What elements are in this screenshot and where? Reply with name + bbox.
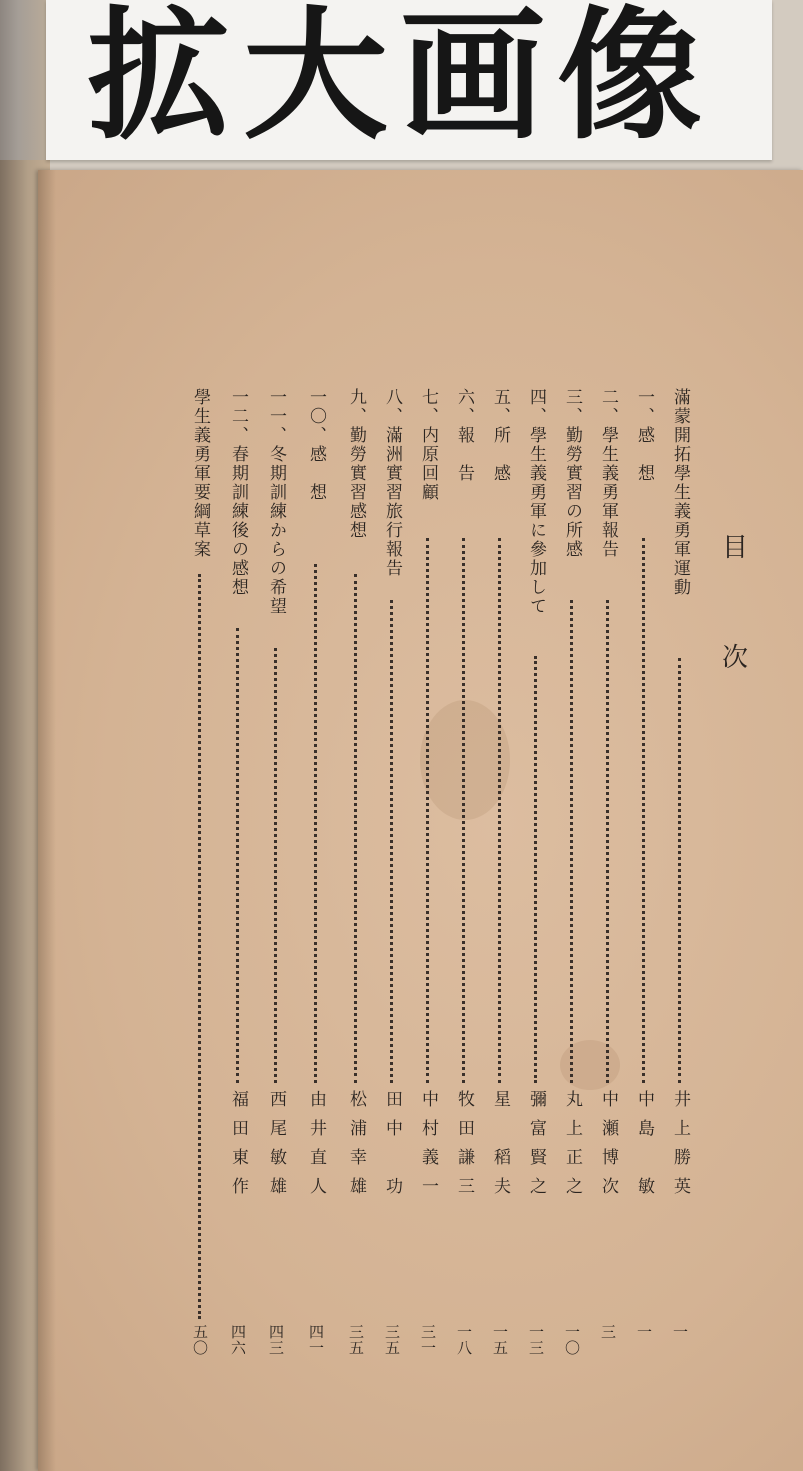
toc-entry[interactable] (668, 388, 692, 1363)
leader-dots (354, 574, 357, 1083)
toc-entry-page: 四六 (229, 1324, 247, 1356)
toc-entry[interactable] (632, 388, 656, 1363)
toc-entry-page: 四三 (267, 1324, 285, 1356)
toc-entry-title: 五、所 感 (490, 388, 510, 483)
toc-entry-title: 一、感 想 (634, 388, 654, 483)
toc-entry-title: 三、勤勞實習の所感 (562, 388, 582, 559)
toc-entry-title: 九、勤勞實習感想 (346, 388, 366, 540)
toc-entry-page: 一三 (527, 1324, 545, 1356)
toc-entry-title: 一二、春期訓練後の感想 (228, 388, 248, 597)
toc-entry[interactable] (380, 388, 404, 1363)
toc-entry-author: 星 稻夫 (490, 1090, 510, 1206)
toc-entry-page: 四一 (307, 1324, 325, 1356)
leader-dots (606, 600, 609, 1083)
toc-entry-author: 西尾敏雄 (266, 1090, 286, 1206)
toc-entry[interactable] (524, 388, 548, 1363)
toc-heading (718, 535, 752, 755)
toc-entry-title: 滿蒙開拓學生義勇軍運動 (670, 388, 690, 597)
toc-heading-char: 次 (721, 643, 748, 673)
toc-entry-title: 八、滿洲實習旅行報告 (382, 388, 402, 578)
toc-entry-author: 彌富賢之 (526, 1090, 546, 1206)
toc-heading-char: 目 (721, 533, 748, 563)
page-fold-shadow (38, 170, 56, 1471)
toc-entry[interactable] (452, 388, 476, 1363)
toc-entry-author: 中島 敏 (634, 1090, 654, 1206)
toc-entry-author: 丸上正之 (562, 1090, 582, 1206)
leader-dots (426, 538, 429, 1083)
toc-entry-author: 松浦幸雄 (346, 1090, 366, 1206)
leader-dots (274, 648, 277, 1083)
toc-entry-page: 一 (671, 1324, 689, 1340)
toc-entry[interactable] (488, 388, 512, 1363)
toc-entry-author: 牧田謙三 (454, 1090, 474, 1206)
toc-entry[interactable] (596, 388, 620, 1363)
toc-entry-title: 學生義勇軍要綱草案 (190, 388, 210, 559)
toc-entry-page: 三五 (347, 1324, 365, 1356)
toc-entry-page: 一〇 (563, 1324, 581, 1356)
toc-entry-author: 中村義一 (418, 1090, 438, 1206)
leader-dots (534, 656, 537, 1083)
leader-dots (642, 538, 645, 1083)
banner-title: 拡大画像 (86, 0, 715, 159)
toc-entry-page: 三一 (419, 1324, 437, 1356)
toc-entry-page: 三五 (383, 1324, 401, 1356)
toc-entry-title: 二、學生義勇軍報告 (598, 388, 618, 559)
toc-entry[interactable] (226, 388, 250, 1363)
leader-dots (314, 564, 317, 1083)
toc-entry-title: 四、學生義勇軍に參加して (526, 388, 546, 616)
toc-entry-title: 六、報 告 (454, 388, 474, 483)
leader-dots (678, 658, 681, 1083)
toc-entry-page: 一 (635, 1324, 653, 1340)
toc-entry[interactable] (264, 388, 288, 1363)
toc-entry-page: 一八 (455, 1324, 473, 1356)
toc-entry[interactable] (416, 388, 440, 1363)
toc-entry-author: 中瀬博次 (598, 1090, 618, 1206)
toc-entry[interactable] (344, 388, 368, 1363)
toc-entry-author: 福田東作 (228, 1090, 248, 1206)
toc-entry[interactable] (304, 388, 328, 1363)
leader-dots (390, 600, 393, 1083)
toc-entry-author: 由井直人 (306, 1090, 326, 1206)
leader-dots (498, 538, 501, 1083)
toc-entry-title: 一〇、感 想 (306, 388, 326, 502)
toc-entry-page: 一五 (491, 1324, 509, 1356)
leader-dots (570, 600, 573, 1083)
toc-entry-author: 井上勝英 (670, 1090, 690, 1206)
toc-entry-author: 田中 功 (382, 1090, 402, 1206)
toc-entry-title: 七、内原回顧 (418, 388, 438, 502)
toc-entry-page: 三 (599, 1324, 617, 1340)
leader-dots (236, 628, 239, 1083)
leader-dots (462, 538, 465, 1083)
leader-dots (198, 574, 201, 1319)
toc-entry-page: 五〇 (191, 1324, 209, 1356)
toc-entry[interactable] (560, 388, 584, 1363)
toc-entry[interactable] (188, 388, 212, 1363)
toc-entry-title: 一一、冬期訓練からの希望 (266, 388, 286, 616)
zoom-banner (46, 0, 772, 160)
